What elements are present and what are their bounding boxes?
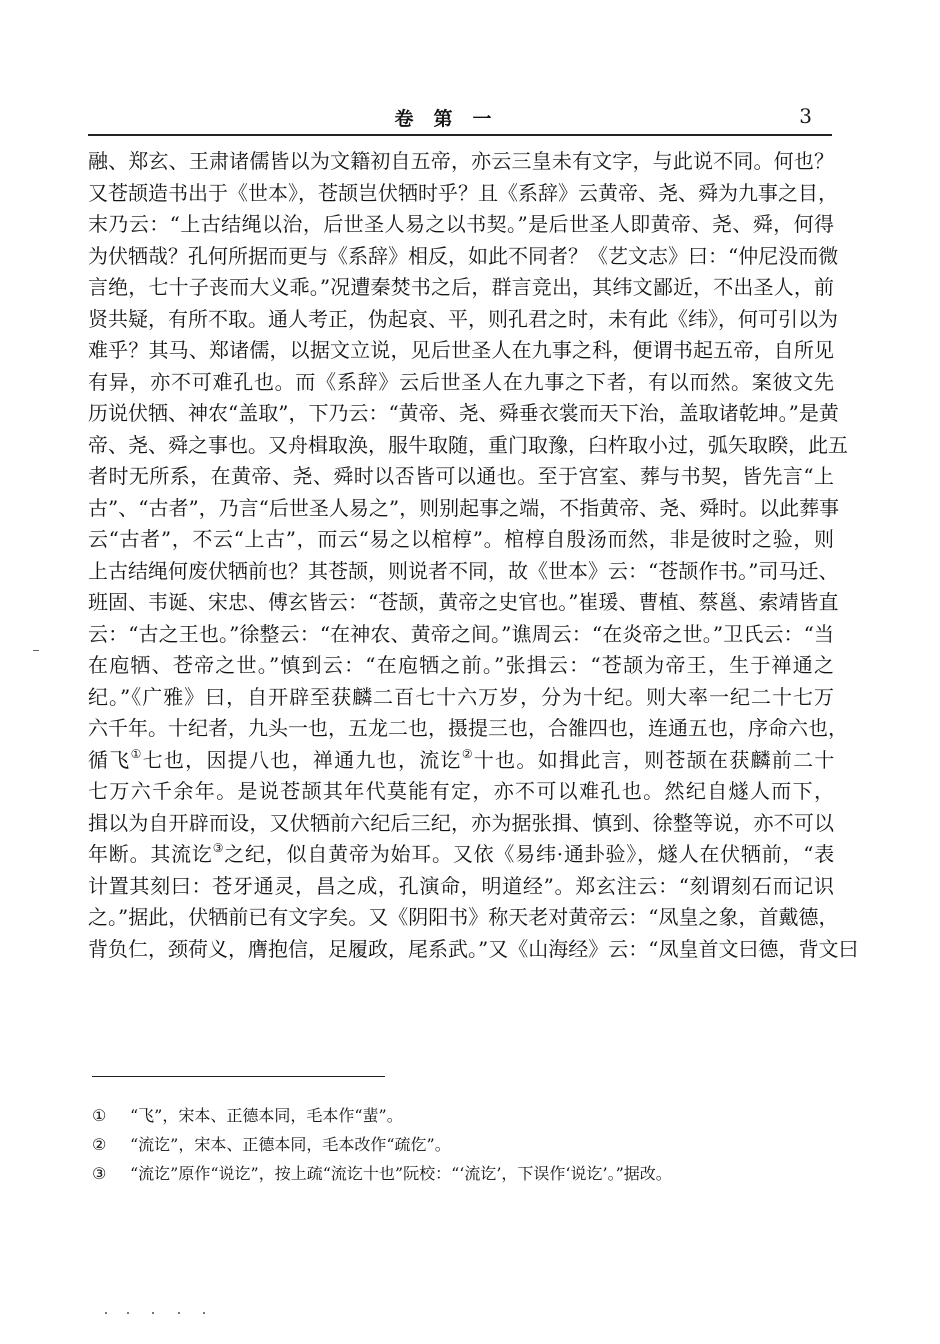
text-line: 揖以为自开辟而设，又伏牺前六纪后三纪，亦为据张揖、慎到、徐整等说，亦不可以	[88, 810, 834, 835]
footnote-marker: ①	[92, 1106, 107, 1125]
footnote-marker: ②	[92, 1135, 107, 1154]
text-line: 云“古者”，不云“上古”，而云“易之以棺椁”。棺椁自殷汤而然，非是彼时之验，则	[88, 527, 834, 551]
footnote-marker: ③	[92, 1164, 107, 1183]
text-line: 上古结绳何废伏牺前也？其苍颉，则说者不同，故《世本》云：“苍颉作书。”司马迁、	[88, 558, 839, 583]
text-line: 循飞①七也，因提八也，禅通九也，流讫②十也。如揖此言，则苍颉在获麟前二十	[88, 746, 835, 772]
text-line: 年断。其流讫③之纪，似自黄帝为始耳。又依《易纬·通卦验》，燧人在伏牺前，“表	[88, 841, 835, 866]
page-number: 3	[799, 104, 812, 128]
text-line: 背负仁，颈荷义，膺抱信，足履政，尾系武。”又《山海经》云：“凤皇首文曰德，背文曰	[88, 936, 859, 961]
text-line: 帝、尧、舜之事也。又舟楫取涣，服牛取随，重门取豫，臼杵取小过，弧矢取睽，此五	[88, 432, 848, 457]
text-line: 云：“古之王也。”徐整云：“在神农、黄帝之间。”谯周云：“在炎帝之世。”卫氏云：“当	[88, 621, 834, 646]
footnote-text: “流讫”，宋本、正德本同，毛本改作“疏仡”。	[130, 1135, 451, 1154]
scan-margin-mark	[33, 650, 39, 651]
body-text	[88, 146, 859, 965]
text-line: 言绝，七十子丧而大义乖。”况遭秦焚书之后，群言竞出，其纬文鄙近，不出圣人，前	[88, 275, 834, 299]
footnote-reference: ③	[212, 841, 225, 855]
footnote	[92, 1159, 832, 1188]
text-line: 七万六千余年。是说苍颉其年代莫能有定，亦不可以难孔也。然纪自燧人而下，	[88, 779, 834, 803]
text-line: 之。”据此，伏牺前已有文字矣。又《阴阳书》称天老对黄帝云：“凤皇之象，首戴德，	[88, 905, 839, 929]
text-line: 计置其刻曰：苍牙通灵，昌之成，孔演命，明道经”。郑玄注云：“刻谓刻石而记识	[88, 873, 834, 898]
footnote-reference: ②	[461, 746, 474, 761]
text-line: 在庖牺、苍帝之世。”慎到云：“在庖牺之前。”张揖云：“苍颉为帝王，生于禅通之	[88, 653, 834, 677]
text-line: 六千年。十纪者，九头一也，五龙二也，摄提三也，合雒四也，连通五也，序命六也，	[88, 716, 848, 740]
text-line: 历说伏牺、神农“盖取”，下乃云：“黄帝、尧、舜垂衣裳而天下治，盖取诸乾坤。”是黄	[88, 401, 839, 425]
footnote	[92, 1101, 832, 1130]
footnote-text: “飞”，宋本、正德本同，毛本作“蜚”。	[130, 1106, 403, 1125]
footnotes	[92, 1101, 832, 1188]
scan-artifact-dots	[105, 1312, 225, 1316]
text-line: 纪。”《广雅》曰，自开辟至获麟二百七十六万岁，分为十纪。则大率一纪二十七万	[88, 684, 834, 709]
text-line: 贤共疑，有所不取。通人考正，伪起哀、平，则孔君之时，未有此《纬》，何可引以为	[88, 306, 838, 331]
text-line: 为伏牺哉？孔何所据而更与《系辞》相反，如此不同者？《艺文志》曰：“仲尼没而微	[88, 243, 839, 268]
text-line: 末乃云：“上古结绳以治，后世圣人易之以书契。”是后世圣人即黄帝、尧、舜，何得	[88, 212, 834, 236]
header-rule	[88, 134, 832, 136]
text-line: 者时无所系，在黄帝、尧、舜时以否皆可以通也。至于宫室、葬与书契，皆先言“上	[88, 464, 834, 488]
footnote-text: “流讫”原作“说讫”，按上疏“流讫十也”阮校：“‘流讫’，下误作‘说讫’。”据改。	[130, 1164, 672, 1183]
footnote-reference: ①	[130, 746, 143, 761]
footnote	[92, 1130, 832, 1159]
text-line: 古”、“古者”，乃言“后世圣人易之”，则别起事之端，不指黄帝、尧、舜时。以此葬事	[88, 495, 840, 520]
text-line: 融、郑玄、王肃诸儒皆以为文籍初自五帝，亦云三皇未有文字，与此说不同。何也？	[88, 149, 834, 173]
text-line: 班固、韦诞、宋忠、傅玄皆云：“苍颉，黄帝之史官也。”崔瑗、曹植、蔡邕、索靖皆直	[88, 590, 839, 614]
text-line: 又苍颉造书出于《世本》，苍颉岂伏牺时乎？且《系辞》云黄帝、尧、舜为九事之目，	[88, 180, 838, 205]
text-line: 有异，亦不可难孔也。而《系辞》云后世圣人在九事之下者，有以而然。案彼文先	[88, 369, 834, 394]
chapter-title: 卷第一	[394, 108, 512, 130]
footnote-rule	[92, 1076, 385, 1077]
running-header	[88, 98, 818, 132]
text-line: 难乎？其马、郑诸儒，以据文立说，见后世圣人在九事之科，便谓书起五帝，自所见	[88, 338, 834, 362]
